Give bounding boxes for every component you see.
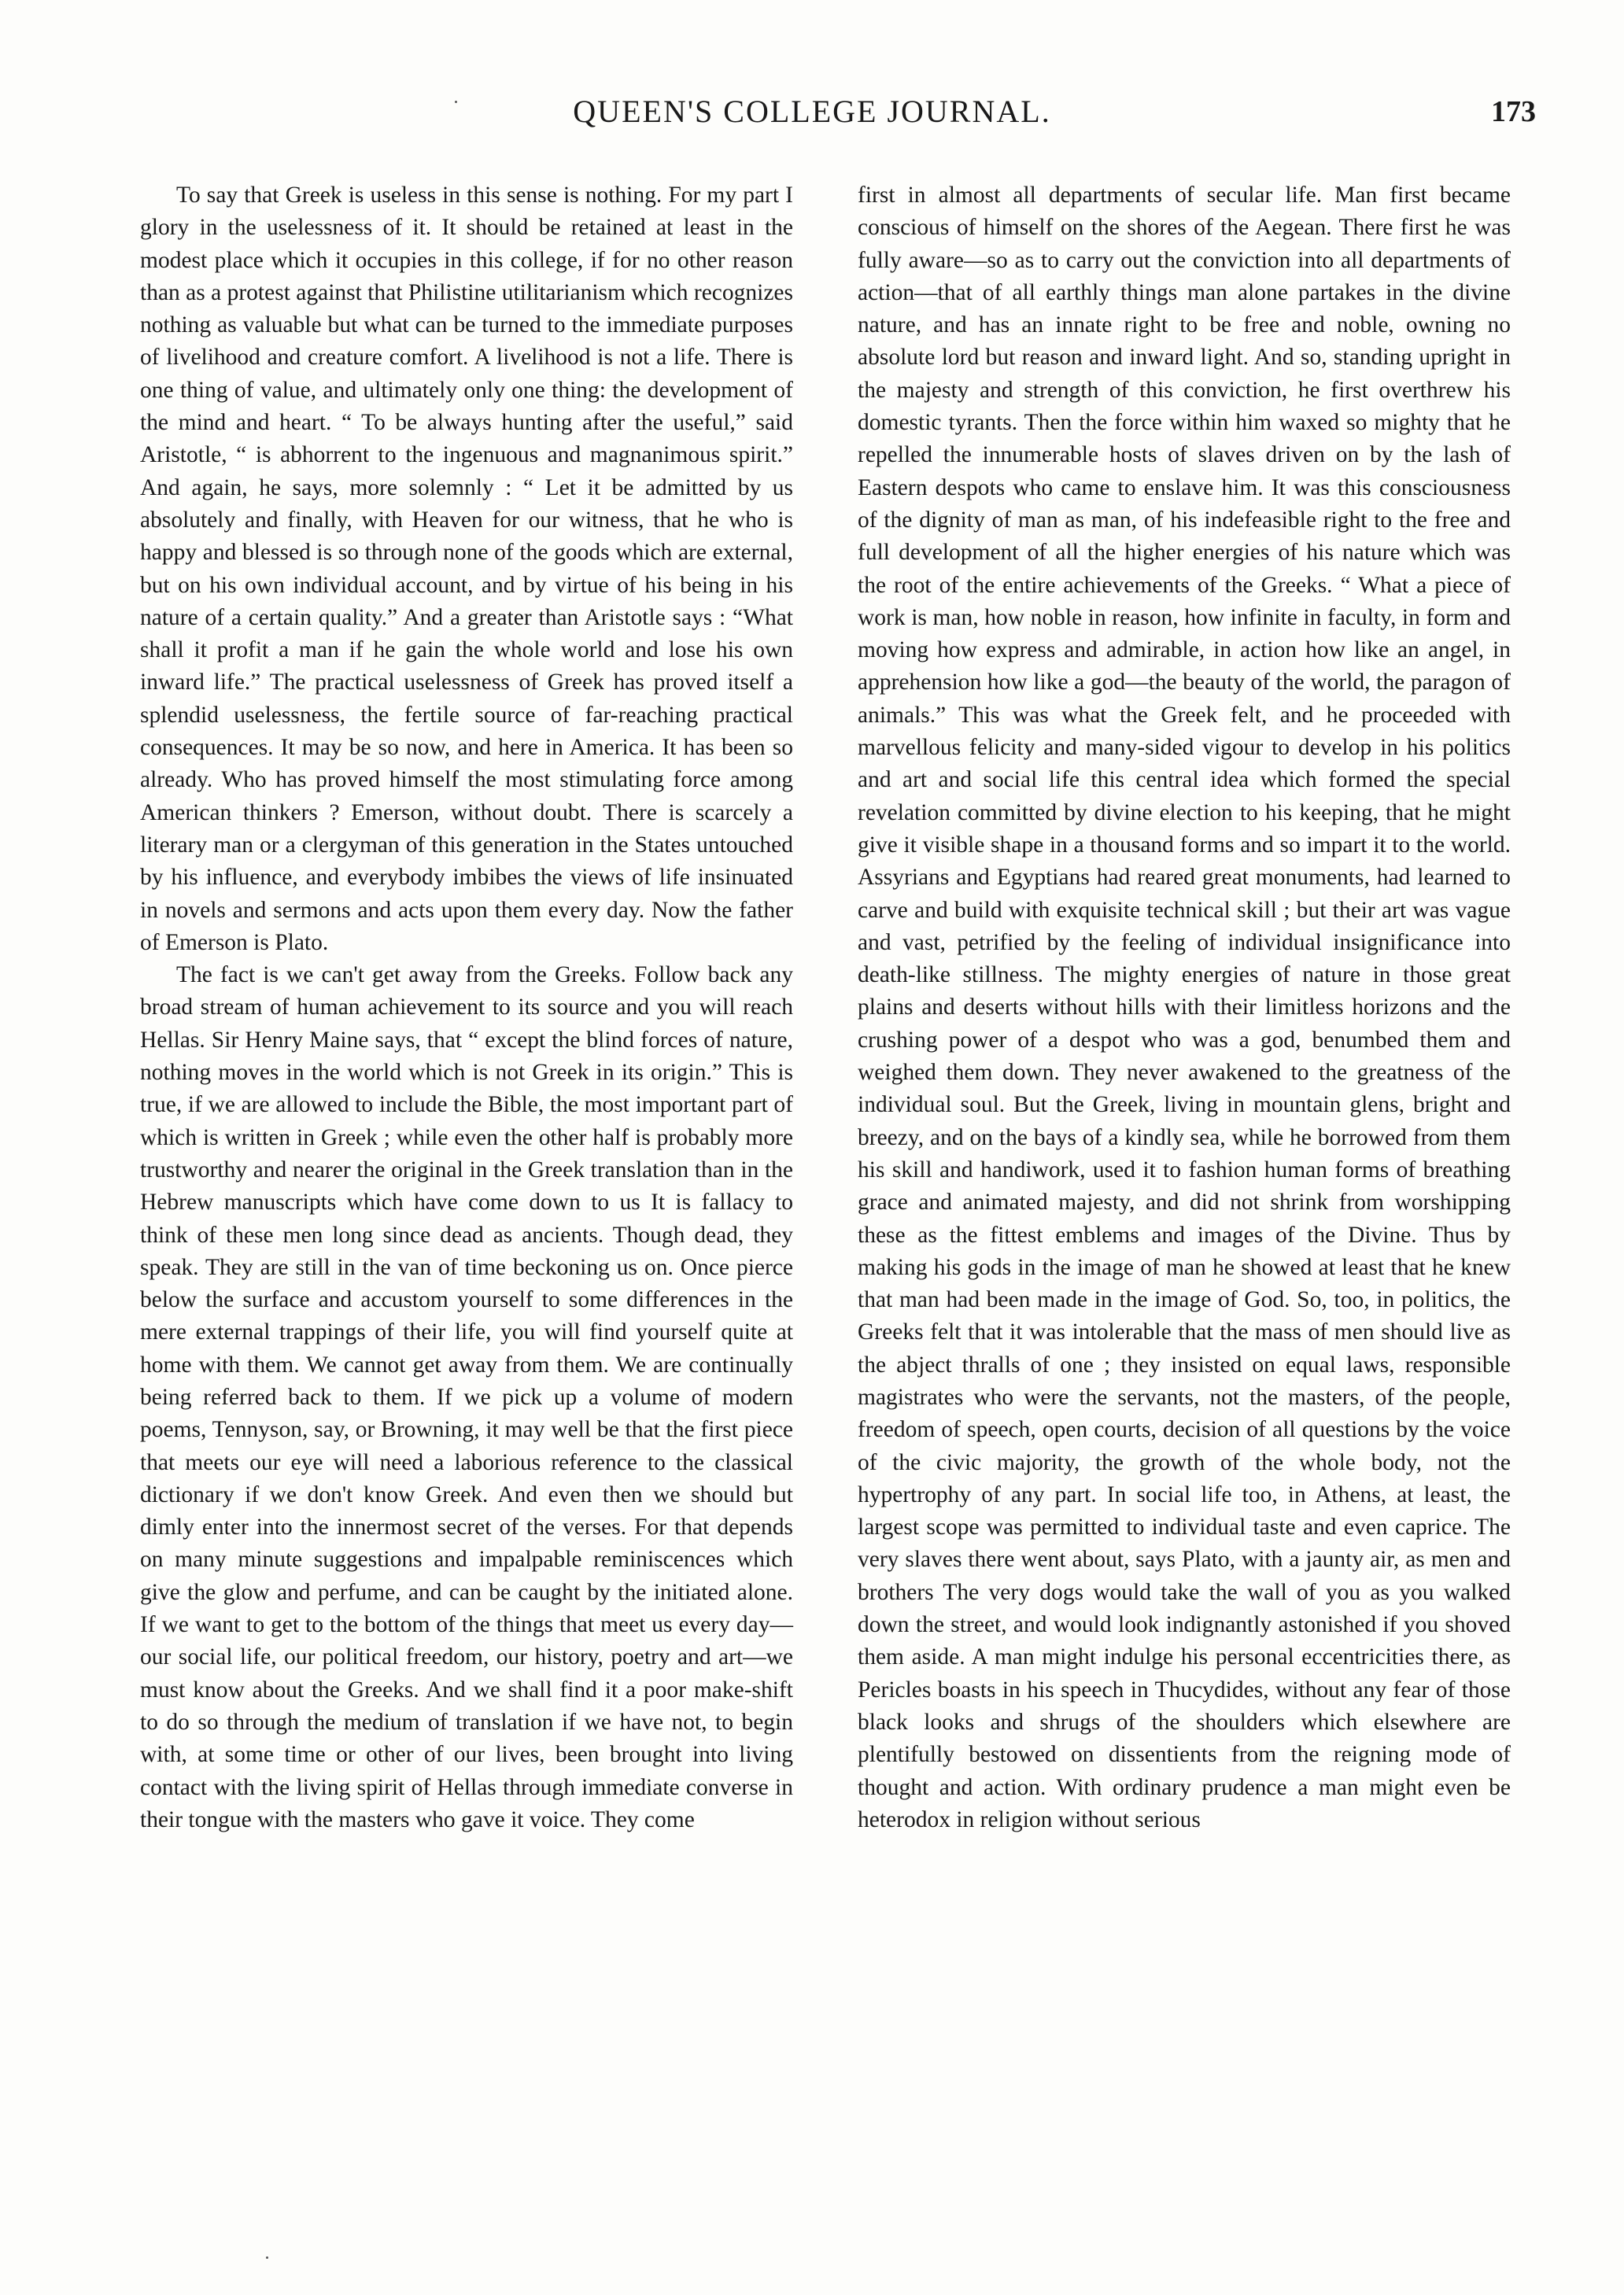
paragraph: To say that Greek is useless in this sense is nothing. For my part I glory in the uselessness of it. It should be retained at least in the modest place which it occupies in this college, if for no other reason than as a protest against that Philistine utilitarianism which recognizes nothing as valuable but what can be turned to the immediate purposes of livelihood and creature comfort. A livelihood is not a life. There is one thing of value, and ultimately only one thing: the development of the mind and heart. “ To be always hunting after the useful,” said Aristotle, “ is abhorrent to the ingenuous and magnanimous spirit.” And again, he says, more solemnly : “ Let it be admitted by us absolutely and finally, with Heaven for our witness, that he who is happy and blessed is so through none of the goods which are external, but on his own individual account, and by virtue of his being in his nature of a certain quality.” And a greater than Aristotle says : “What shall it profit a man if he gain the whole world and lose his own inward life.” The practical uselessness of Greek has proved itself a splendid uselessness, the fertile source of far-reaching practical consequences. It may be so now, and here in America. It has been so already. Who has proved himself the most stimulating force among American thinkers ? Emerson, without doubt. There is scarcely a literary man or a clergyman of this generation in the States untouched by his influence, and everybody imbibes the views of life insinuated in novels and sermons and acts upon them every day. Now the father of Emerson is Plato. xyxy=(140,183,793,955)
paragraph: first in almost all departments of secular life. Man first became conscious of himself on the shores of the Aegean. There first he was fully aware—so as to carry out the conviction into all departments of action—that of all earthly things man alone partakes in the divine nature, and has an innate right to be free and noble, owning no absolute lord but reason and inward light. And so, standing upright in the majesty and strength of this conviction, he first overthrew his domestic tyrants. Then the force within him waxed so mighty that he repelled the innumerable hosts of slaves driven on by the lash of Eastern despots who came to enslave him. It was this consciousness of the dignity of man as man, of his indefeasible right to the free and full development of all the higher energies of his nature which was the root of the entire achievements of the Greeks. “ What a piece of work is man, how noble in reason, how infinite in faculty, in form and moving how express and admirable, in action how like an angel, in apprehension how like a god—the beauty of the world, the paragon of animals.” This was what the Greek felt, and he proceeded with marvellous felicity and many-sided vigour to develop in his politics and art and social life this central idea which formed the special revelation committed by divine election to his keeping, that he might give it visible shape in a thousand forms and so impart it to the world. Assyrians and Egyptians had reared great monuments, had learned to carve and build with exquisite technical skill ; but their art was vague and vast, petrified by the feeling of individual insignificance into death-like stillness. The mighty energies of nature in those great plains and deserts without hills with their limitless horizons and the crushing power of a despot who was a god, benumbed them and weighed them down. They never awakened to the greatness of the individual soul. But the Greek, living in mountain glens, bright and breezy, and on the bays of a kindly sea, while he borrowed from them his skill and handiwork, used it to fashion human forms of breathing grace and animated majesty, and did not shrink from worshipping these as the fittest emblems and images of the Divine. Thus by making his gods in the image of man he showed at least that he knew that man had been made in the image of God. So, too, in politics, the Greeks felt that it was intolerable that the mass of men should live as the abject thralls of one ; they insisted on equal laws, responsible magistrates who were the servants, not the masters, of the people, freedom of speech, open courts, decision of all questions by the voice of the civic majority, the growth of the whole body, not the hypertrophy of any part. In social life too, in Athens, at least, the largest scope was permitted to individual taste and even caprice. The very slaves there went about, says Plato, with a jaunty air, as men and brothers The very dogs would take the wall of you as you walked down the street, and would look indignantly astonished if you shoved them aside. A man might indulge his personal eccentricities there, as Pericles boasts in his speech in Thucydides, without any fear of those black looks and shrugs of the shoulders which elsewhere are plentifully bestowed on dissentients from the reigning mode of thought and action. With ordinary prudence a man might even be heterodox in religion without serious xyxy=(858,183,1511,1832)
right-column xyxy=(858,179,1511,1836)
print-speck xyxy=(455,101,457,103)
running-head xyxy=(0,88,1624,135)
left-column xyxy=(140,179,793,1836)
page-number: 173 xyxy=(1491,95,1536,128)
paragraph: The fact is we can't get away from the Greeks. Follow back any broad stream of human achievement to its source and you will reach Hellas. Sir Henry Maine says, that “ except the blind forces of nature, nothing moves in the world which is not Greek in its origin.” This is true, if we are allowed to include the Bible, the most important part of which is written in Greek ; while even the other half is probably more trustworthy and nearer the original in the Greek translation than in the Hebrew manuscripts which have come down to us It is fallacy to think of these men long since dead as ancients. Though dead, they speak. They are still in the van of time beckoning us on. Once pierce below the surface and accustom yourself to some differences in the mere external trappings of their life, you will find yourself quite at home with them. We cannot get away from them. We are continually being referred back to them. If we pick up a volume of modern poems, Tennyson, say, or Browning, it may well be that the first piece that meets our eye will need a laborious reference to the classical dictionary if we don't know Greek. And even then we should but dimly enter into the innermost secret of the verses. For that depends on many minute suggestions and impalpable reminiscences which give the glow and perfume, and can be caught by the initiated alone. If we want to get to the bottom of the things that meet us every day—our social life, our political freedom, our history, poetry and art—we must know about the Greeks. And we shall find it a poor make-shift to do so through the medium of translation if we have not, to begin with, at some time or other of our lives, been brought into living contact with the living spirit of Hellas through immediate converse in their tongue with the masters who gave it voice. They come xyxy=(140,962,793,1832)
journal-title: QUEEN'S COLLEGE JOURNAL. xyxy=(573,94,1051,129)
print-speck xyxy=(266,2256,268,2259)
